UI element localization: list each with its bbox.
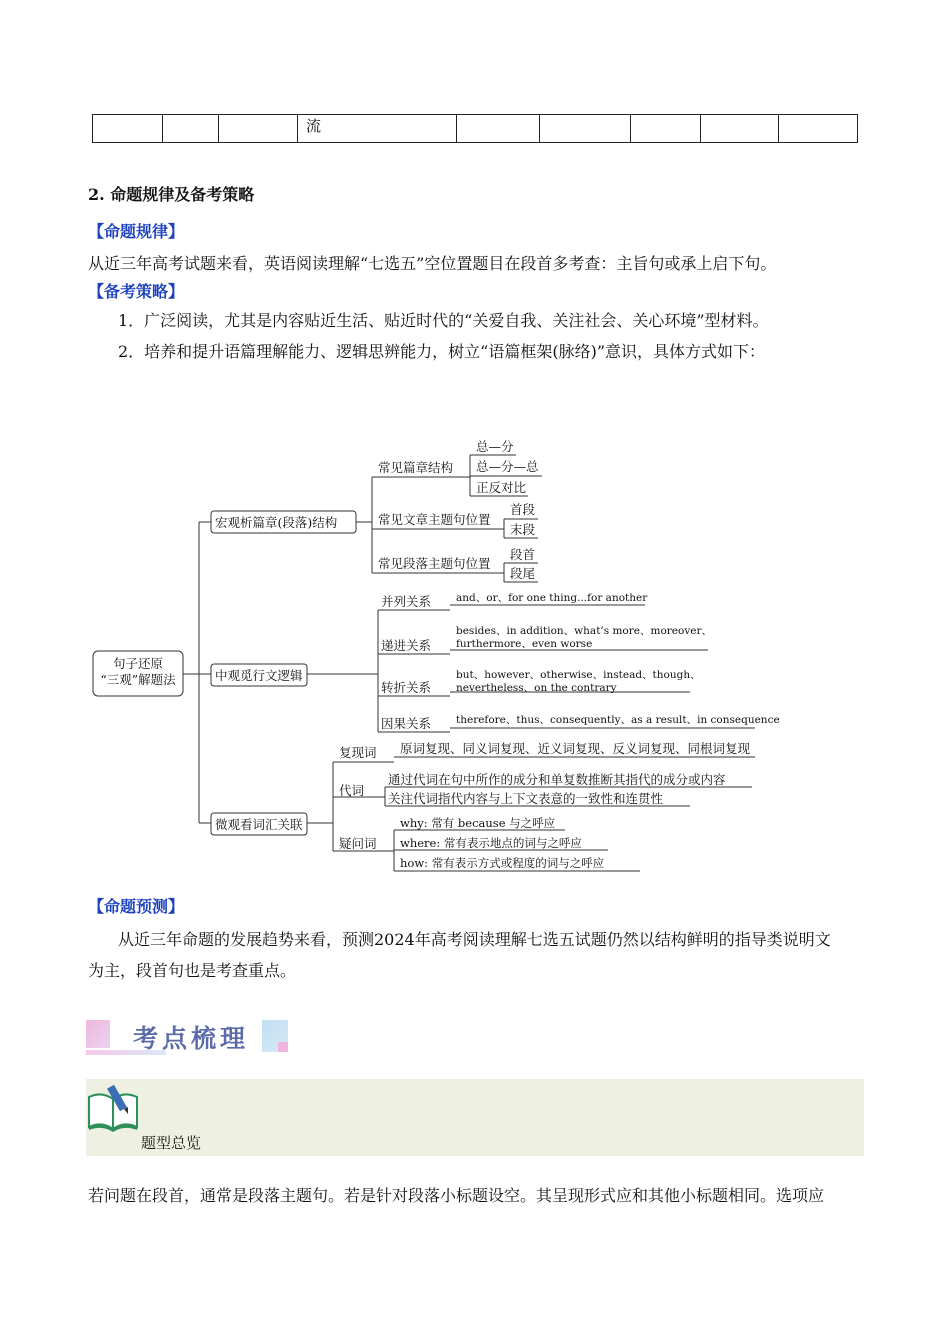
mindmap-diagram [0,430,950,880]
rule-label: 【命题规律】 [88,222,185,241]
middle-item-label: 转折关系 [381,680,432,695]
micro-leaf: why: 常有 because 与之呼应 [400,816,556,830]
open-book-icon [86,1083,142,1133]
macro-item-label: 常见篇章结构 [378,460,454,475]
overview-box [86,1079,864,1156]
micro-leaf: 通过代词在句中所作的成分和单复数推断其指代的成分或内容 [388,772,726,787]
middle-item-label: 因果关系 [381,716,432,731]
bottom-paragraph: 若问题在段首，通常是段落主题句。若是针对段落小标题设空。其呈现形式应和其他小标题相同。选项应 [88,1186,825,1205]
top-table [92,114,858,143]
banner-decoration-dot [278,1042,288,1052]
macro-leaf: 末段 [510,522,536,537]
micro-item-label: 复现词 [339,745,377,760]
table-cell [540,115,631,143]
macro-leaf: 段尾 [510,566,536,581]
strategy-item-1: 1．广泛阅读，尤其是内容贴近生活、贴近时代的“关爱自我、关注社会、关心环境”型材料。 [118,311,769,330]
rule-text: 从近三年高考试题来看，英语阅读理解“七选五”空位置题目在段首多考查：主旨句或承上启下句。 [88,254,777,273]
macro-item-label: 常见段落主题句位置 [378,556,491,571]
connector-words: therefore、thus、consequently、as a result、in consequence [456,714,780,726]
micro-leaf: how: 常有表示方式或程度的词与之呼应 [400,856,605,870]
table-cell [701,115,779,143]
macro-item-label: 常见文章主题句位置 [378,512,491,527]
table-cell [93,115,163,143]
table-row [93,115,858,143]
macro-leaf: 首段 [510,502,536,517]
table-cell [163,115,219,143]
middle-item-label: 递进关系 [381,638,432,653]
connector-words: and、or、for one thing...for another [456,592,648,604]
table-cell: 流 [298,115,457,143]
macro-label: 宏观析篇章(段落)结构 [215,515,338,530]
middle-label: 中观觅行文逻辑 [215,668,303,683]
predict-label: 【命题预测】 [88,897,185,916]
predict-line-1: 从近三年命题的发展趋势来看，预测2024年高考阅读理解七选五试题仍然以结构鲜明的指导类说明文 [118,930,831,949]
predict-line-2: 为主，段首句也是考查重点。 [88,961,297,980]
micro-item-label: 疑问词 [339,836,377,851]
micro-leaf: 关注代词指代内容与上下文表意的一致性和连贯性 [388,791,664,806]
micro-label: 微观看词汇关联 [215,817,303,832]
macro-leaf: 总—分 [476,439,514,454]
mindmap-root-line2: “三观”解题法 [100,672,176,687]
middle-item-label: 并列关系 [381,594,432,609]
macro-leaf: 总—分—总 [476,459,539,474]
table-cell [457,115,540,143]
macro-leaf: 段首 [510,547,536,562]
micro-leaf: where: 常有表示地点的词与之呼应 [400,836,582,850]
table-cell [219,115,298,143]
strategy-item-2: 2．培养和提升语篇理解能力、逻辑思辨能力，树立“语篇框架(脉络)”意识，具体方式如下： [118,342,766,361]
banner-decoration-left [86,1020,110,1048]
banner-title: 考点梳理 [133,1024,250,1053]
connector-words: but、however、otherwise、instead、though、 [456,669,701,681]
strategy-label: 【备考策略】 [88,282,185,301]
connector-words: furthermore、even worse [456,638,593,650]
macro-leaf: 正反对比 [476,480,527,495]
table-cell [779,115,858,143]
mindmap-root-line1: 句子还原 [112,656,164,671]
micro-leaf: 原词复现、同义词复现、近义词复现、反义词复现、同根词复现 [400,741,751,756]
overview-label: 题型总览 [141,1134,202,1152]
connector-words: besides、in addition、what’s more、moreover、 [456,625,712,637]
table-cell [631,115,701,143]
section-heading: 2. 命题规律及备考策略 [88,185,255,204]
micro-item-label: 代词 [339,783,365,798]
connector-words: nevertheless、on the contrary [456,682,617,694]
